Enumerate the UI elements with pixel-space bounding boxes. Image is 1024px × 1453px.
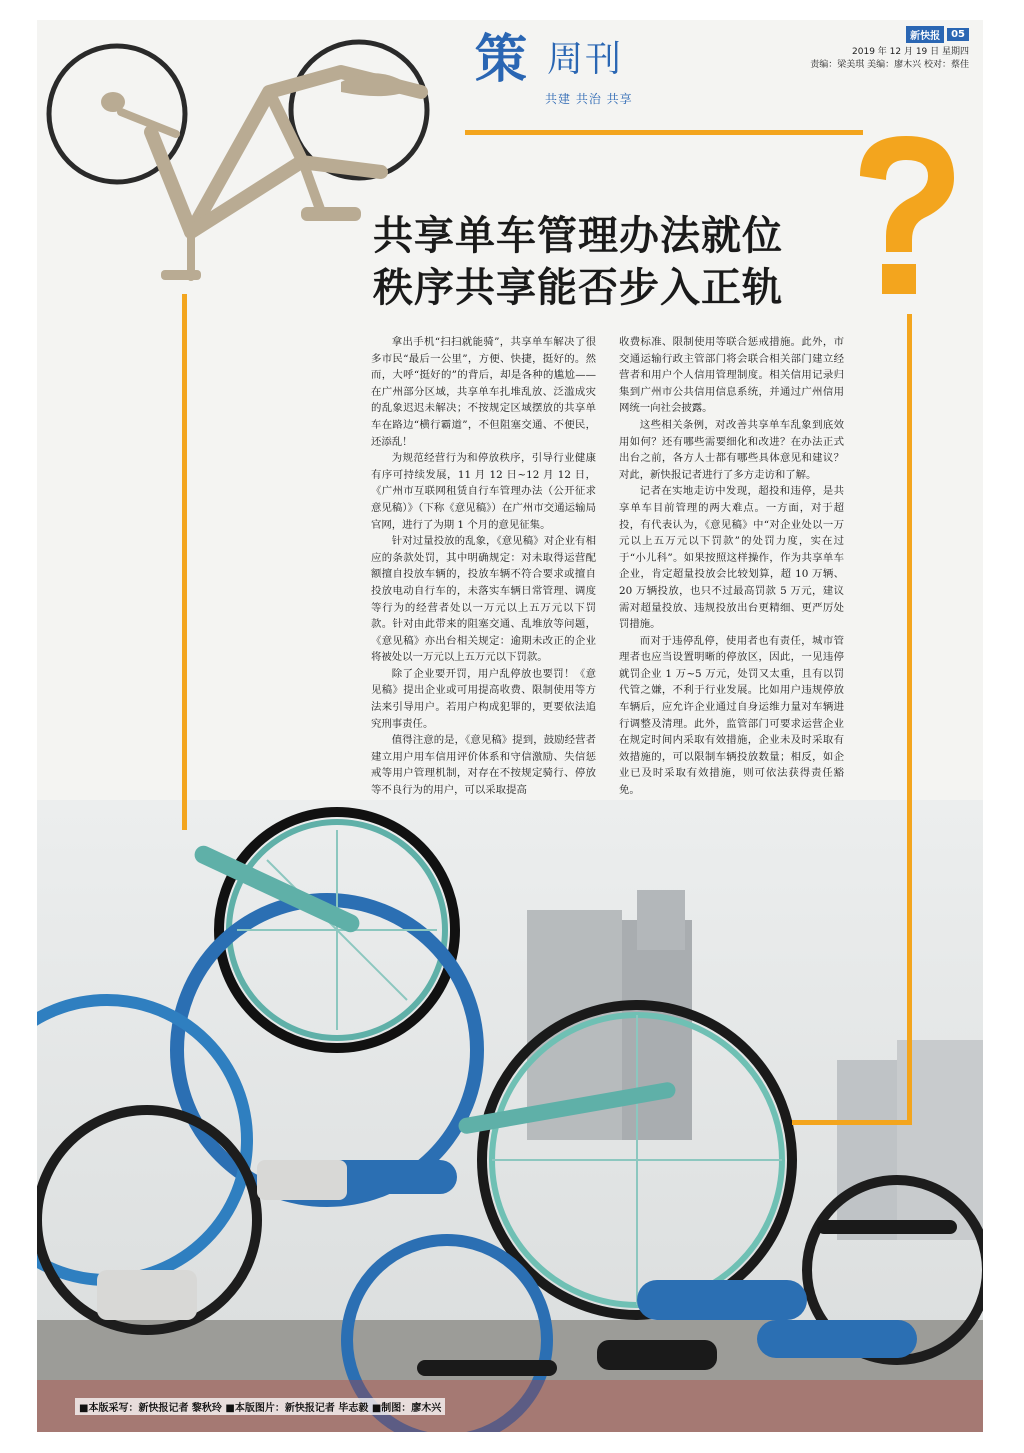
orange-rule-bottom: [792, 1120, 912, 1125]
page-meta: [810, 46, 969, 72]
paper-name: 新快报: [906, 26, 944, 43]
newspaper-page: [37, 20, 983, 1432]
paragraph: 这些相关条例，对改善共享单车乱象到底效用如何？还有哪些需要细化和改进？在办法正式出台之前，各方人士都有哪些具体意见和建议？对此，新快报记者进行了多方走访和了解。: [619, 418, 844, 481]
paragraph: 为规范经营行为和停放秩序，引导行业健康有序可持续发展，11 月 12 日~12 月 12 日，《广州市互联网租赁自行车管理办法（公开征求意见稿）》（下称《意见稿》）在广州市交通运输局官网，进行了为期 1 个月的意见征集。: [371, 452, 596, 531]
paragraph: 针对过量投放的乱象，《意见稿》对企业有相应的条款处罚，其中明确规定：对未取得运营配额擅自投放车辆的，投放车辆不符合要求或擅自投放电动自行车的，未落实车辆日常管理、调度等行为的经营者处以一万元以上五万元以下罚款。针对由此带来的阻塞交通、乱堆放等问题，《意见稿》亦出台相关规定：逾期未改正的企业将被处以一万元以上五万元以下罚款。: [371, 535, 596, 664]
page-number: 05: [947, 28, 969, 41]
issue-date: 2019 年 12 月 19 日 星期四: [852, 47, 969, 57]
headline-line-2: 秩序共享能否步入正轨: [373, 264, 783, 311]
paragraph: 值得注意的是，《意见稿》提到，鼓励经营者建立用户用车信用评价体系和守信激励、失信惩戒等用户管理机制，对存在不按规定骑行、停放等不良行为的用户，可以采取提高: [371, 734, 596, 797]
editor-credits: 责编：梁美琪 美编：廖木兴 校对：蔡佳: [810, 60, 969, 70]
orange-rule-right: [907, 314, 912, 1124]
paragraph: 收费标准、限制使用等联合惩戒措施。此外，市交通运输行政主管部门将会联合相关部门建立经营者和用户个人信用管理制度。相关信用记录归集到广州市公共信用信息系统，并通过广州信用网统一向社会披露。: [619, 336, 844, 415]
orange-rule-left: [182, 294, 187, 830]
orange-rule-top: [465, 130, 863, 135]
photo-credits: ■本版采写：新快报记者 黎秋玲 ■本版图片：新快报记者 毕志毅 ■制图：廖木兴: [75, 1398, 445, 1415]
masthead-logo-week: 周刊: [547, 39, 624, 80]
paper-badge: [906, 26, 969, 43]
masthead-slogan: 共建 共治 共享: [545, 92, 633, 106]
headline: [373, 210, 843, 314]
masthead-logo-ce: 策: [475, 29, 528, 90]
paragraph: 除了企业要开罚，用户乱停放也要罚！《意见稿》提出企业或可用提高收费、限制使用等方法来引导用户。若用户构成犯罪的，更要依法追究刑事责任。: [371, 667, 596, 730]
paragraph: 而对于违停乱停，使用者也有责任，城市管理者也应当设置明晰的停放区，因此，一见违停就罚企业 1 万~5 万元，处罚又太重，且有以罚代管之嫌，不利于行业发展。比如用户违规停放车辆后，应允许企业通过自身运维力量对车辆进行调整及清理。此外，监管部门可要求运营企业在规定时间内采取有效措施，企业未及时采取有效措施的，可以限制车辆投放数量；相反，如企业已及时采取有效措施，则可依法获得责任豁免。: [619, 634, 844, 797]
question-mark-icon: [842, 128, 972, 298]
article-column-1: [371, 334, 596, 799]
paragraph: 记者在实地走访中发现，超投和违停，是共享单车目前管理的两大难点。一方面，对于超投，有代表认为，《意见稿》中“对企业处以一万元以上五万元以下罚款”的处罚力度，实在过于“小儿科”。如果按照这样操作，作为共享单车企业，肯定超量投放会比较划算，超 10 万辆、20 万辆投放，也只不过最高罚款 5 万元，建议需对超量投放、违规投放出台更精细、更严厉处罚措施。: [619, 485, 844, 631]
shared-bikes-photo: [37, 800, 983, 1432]
headline-line-1: 共享单车管理办法就位: [373, 212, 783, 259]
bike-pile-image: [37, 800, 983, 1432]
paragraph: 拿出手机“扫扫就能骑”，共享单车解决了很多市民“最后一公里”，方便、快捷，挺好的。然而，大呼“挺好的”的背后，却是各种的尴尬——在广州部分区域，共享单车扎堆乱放、泛滥成灾的乱象迟迟未解决；不按规定区域摆放的共享单车在路边“横行霸道”，不但阻塞交通、不便民，还添乱！: [371, 336, 596, 448]
article-column-2: [619, 334, 844, 799]
